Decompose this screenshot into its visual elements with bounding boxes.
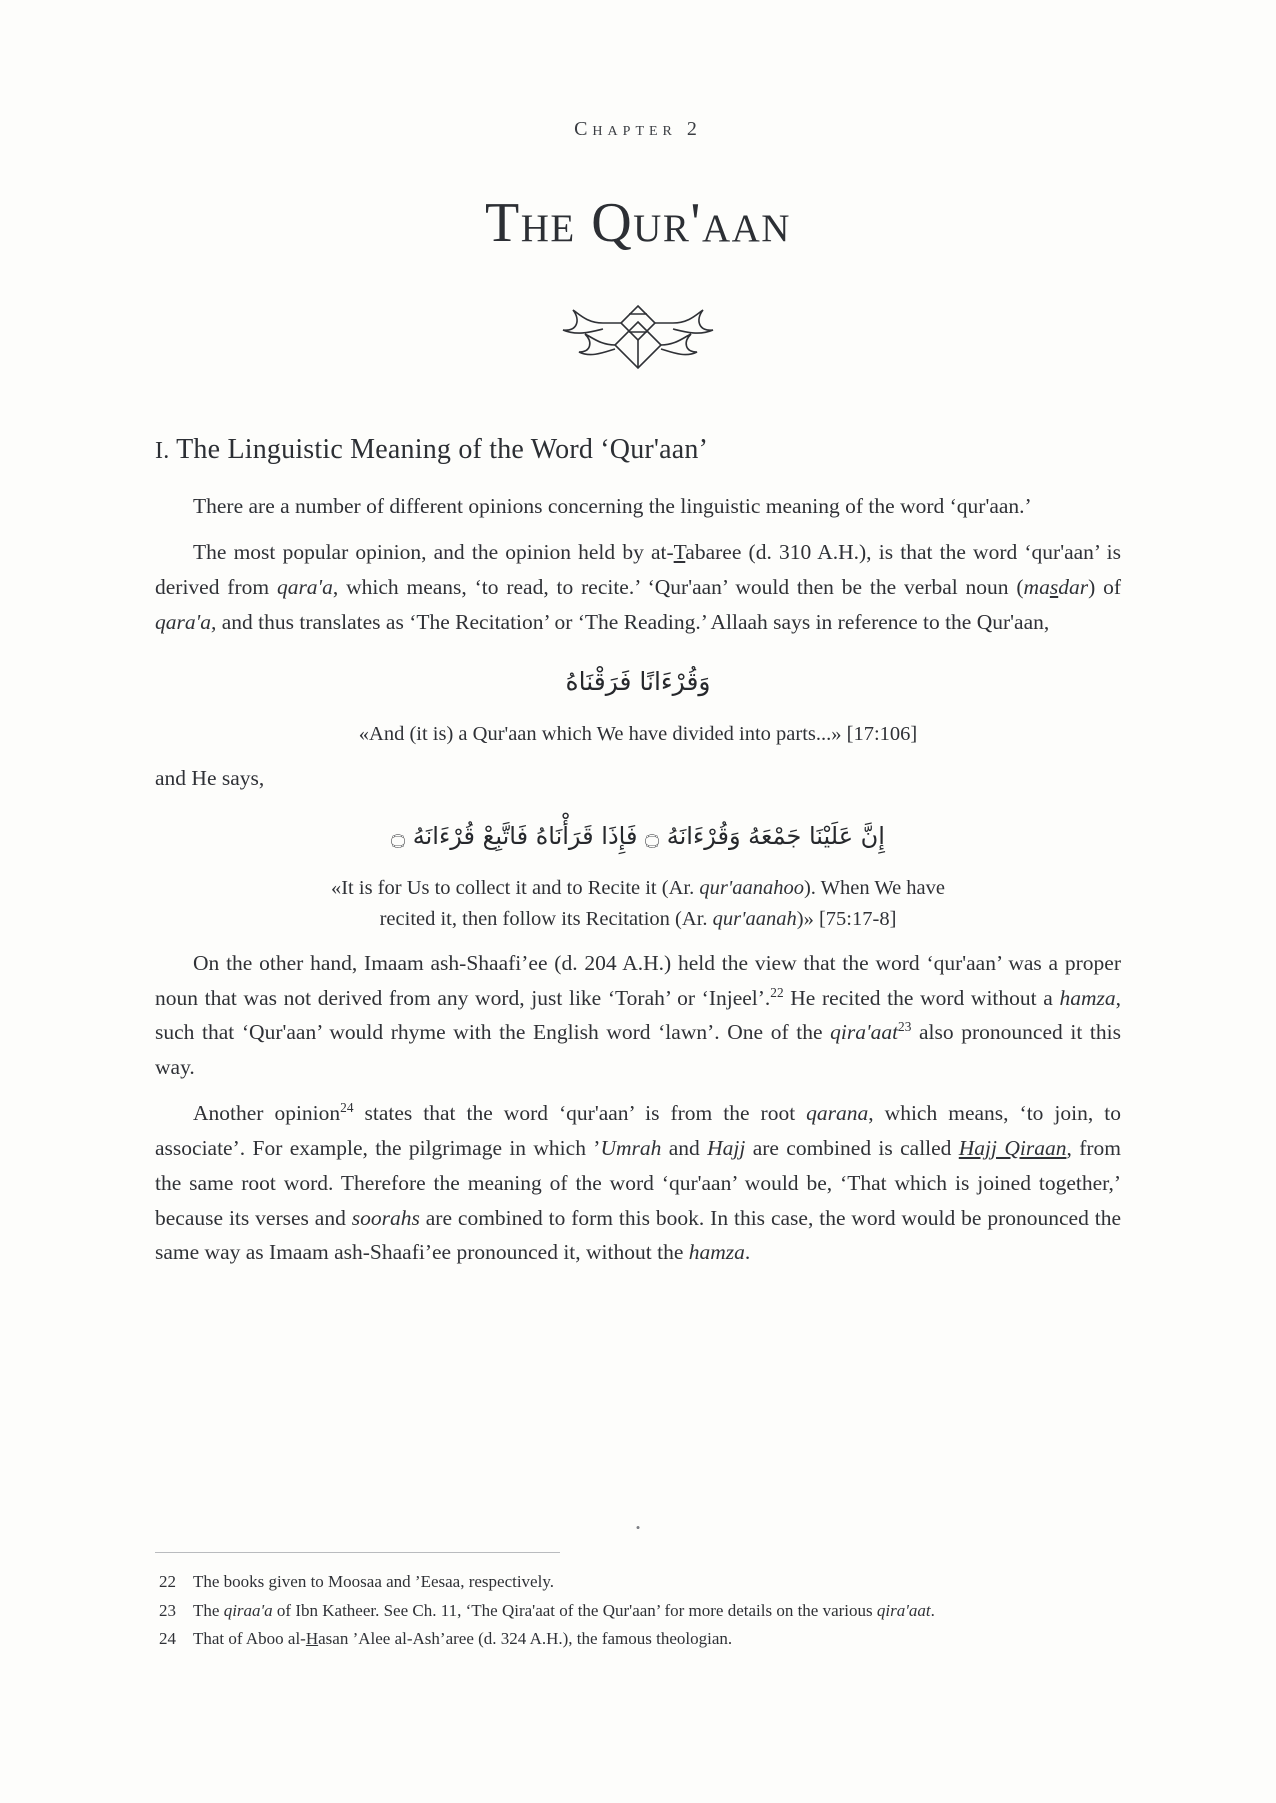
footnote-24-number: 24 — [159, 1629, 176, 1648]
p5-h: are combined is called — [745, 1135, 959, 1160]
p5-f: and — [661, 1135, 708, 1160]
fn23-c: of Ibn Katheer. See Ch. 11, ‘The Qira'aat of the Qur'aan’ for more details on the various — [272, 1600, 877, 1620]
section-numeral: I. — [155, 438, 170, 465]
footnote-23 — [155, 1598, 1121, 1624]
p5-a: Another opinion — [193, 1101, 341, 1126]
paragraph-1-text: There are a number of different opinions concerning the linguistic meaning of the word ‘qur'aan.’ — [193, 494, 1032, 519]
fn23-e: . — [930, 1600, 935, 1620]
p4-a: On the other hand, Imaam ash-Shaafi’ee (d. 204 A.H.) held the view that the word ‘qur'aan’ was a proper noun that was not derived from any word, just like ‘Torah’ or ‘Injeel’. — [155, 950, 1121, 1010]
p5-d: , which means, ‘to join, to associate’. For example, the pilgrimage in which ’ — [155, 1101, 1121, 1160]
footnote-22-text: The books given to Moosaa and ’Eesaa, respectively. — [193, 1572, 554, 1591]
p5-soorahs-italic: soorahs — [351, 1205, 420, 1230]
p2-masdar-2: dar — [1058, 575, 1089, 599]
chapter-label: Chapter 2 — [574, 118, 702, 140]
p5-l: are combined to form this book. In this case, the word would be pronounced the same way as Imaam ash-Shaafi’ee pronounced it, without the — [155, 1205, 1121, 1265]
p5-hajj-italic: Hajj — [707, 1135, 746, 1160]
footnote-ref-24[interactable]: 24 — [340, 1099, 354, 1115]
chapter-title: The Qur'aan — [485, 192, 791, 254]
section-heading — [155, 434, 1121, 466]
v2-l2-a: recited it, then follow its Recitation (Ar. — [379, 908, 713, 931]
p5-hamza-italic-2: hamza — [688, 1240, 745, 1265]
p5-hajj-qiraan-italic: Hajj Qiraan — [958, 1135, 1067, 1160]
p2-qaraa-italic-2: qara'a, — [155, 609, 217, 634]
p2-c: abaree (d. 310 A.H.), is that the word ‘qur'aan’ is derived from — [155, 540, 1121, 599]
paragraph-2 — [155, 535, 1121, 639]
fn24-a: That of Aboo al- — [193, 1629, 306, 1648]
p2-masdar-s: s — [1049, 575, 1059, 599]
p2-i: ) of — [1088, 575, 1121, 599]
p4-d: , such that ‘Qur'aan’ would rhyme with the English word ‘lawn’. One of the — [155, 985, 1121, 1045]
p2-a: The most popular opinion, and the opinion held by at- — [193, 540, 674, 565]
page-ornament-mark: • — [635, 1520, 641, 1535]
v2-l1-a: «It is for Us to collect it and to Recite it (Ar. — [330, 877, 700, 900]
p4-b: He recited the word without a — [783, 985, 1060, 1010]
paragraph-4 — [155, 946, 1121, 1085]
v2-l1-italic: qur'aanahoo — [699, 877, 804, 900]
fn24-c: asan ’Alee al-Ash’aree (d. 324 A.H.), the famous theologian. — [318, 1629, 733, 1648]
p5-b: states that the word ‘qur'aan’ is from the root — [353, 1101, 807, 1126]
footnote-divider — [155, 1552, 560, 1553]
p2-underlined-t: T — [673, 540, 686, 565]
fn23-qiraaa-italic: qiraa'a — [223, 1600, 273, 1620]
p5-j: , from the same root word. Therefore the meaning of the word ‘qur'aan’ would be, ‘That which is joined together,’ because its verses and — [155, 1135, 1121, 1230]
quran-verse-2-translation — [203, 873, 1073, 935]
paragraph-3 — [155, 761, 1121, 796]
paragraph-5 — [155, 1096, 1121, 1270]
p4-hamza-italic: hamza — [1059, 985, 1116, 1010]
quran-verse-1-arabic: وَقُرْءَانًا فَرَقْنَاهُ — [565, 666, 711, 696]
footnote-ref-22[interactable]: 22 — [770, 984, 784, 1000]
quran-verse-1-translation: «And (it is) a Qur'aan which We have divided into parts...» [17:106] — [358, 723, 918, 746]
p2-k: and thus translates as ‘The Recitation’ or ‘The Reading.’ Allaah says in reference to the Qur'aan, — [216, 609, 1050, 634]
v2-l2-c: )» [75:17-8] — [796, 908, 897, 931]
quran-verse-2-arabic: إِنَّ عَلَيْنَا جَمْعَهُ وَقُرْءَانَهُ ۝ فَإِذَا قَرَأْنَاهُ فَاتَّبِعْ قُرْءَانَهُ ۝ — [391, 821, 885, 850]
fn24-underlined-h: H — [305, 1629, 319, 1648]
fn23-qiraaat-italic: qira'aat — [876, 1600, 931, 1620]
p2-masdar-1: ma — [1023, 575, 1050, 599]
paragraph-3-text: and He says, — [155, 765, 265, 790]
p2-e: , which means, ‘to read, to recite.’ ‘Qur'aan’ would then be the verbal noun ( — [332, 575, 1024, 599]
p2-qaraa-italic: qara'a — [276, 575, 333, 599]
footnote-22-number: 22 — [159, 1572, 176, 1591]
section-heading-text: The Linguistic Meaning of the Word ‘Qur'aan’ — [176, 434, 709, 466]
footnote-ref-23[interactable]: 23 — [898, 1019, 912, 1035]
footnote-24 — [155, 1626, 1121, 1652]
p5-n: . — [744, 1240, 751, 1265]
v2-l1-c: ). When We have — [803, 877, 946, 900]
v2-l2-italic: qur'aanah — [712, 908, 797, 931]
p5-umrah-italic: Umrah — [600, 1135, 662, 1160]
p5-qarana-italic: qarana — [806, 1101, 869, 1126]
footnote-22 — [155, 1569, 1121, 1595]
paragraph-1 — [155, 489, 1121, 524]
footnote-23-number: 23 — [159, 1600, 176, 1620]
p4-f: also pronounced it this way. — [155, 1020, 1121, 1080]
floral-ornament-icon — [155, 292, 1121, 382]
p4-qiraaat-italic: qira'aat — [830, 1020, 899, 1045]
footnotes-section — [155, 1552, 1121, 1652]
fn23-a: The — [193, 1600, 224, 1620]
